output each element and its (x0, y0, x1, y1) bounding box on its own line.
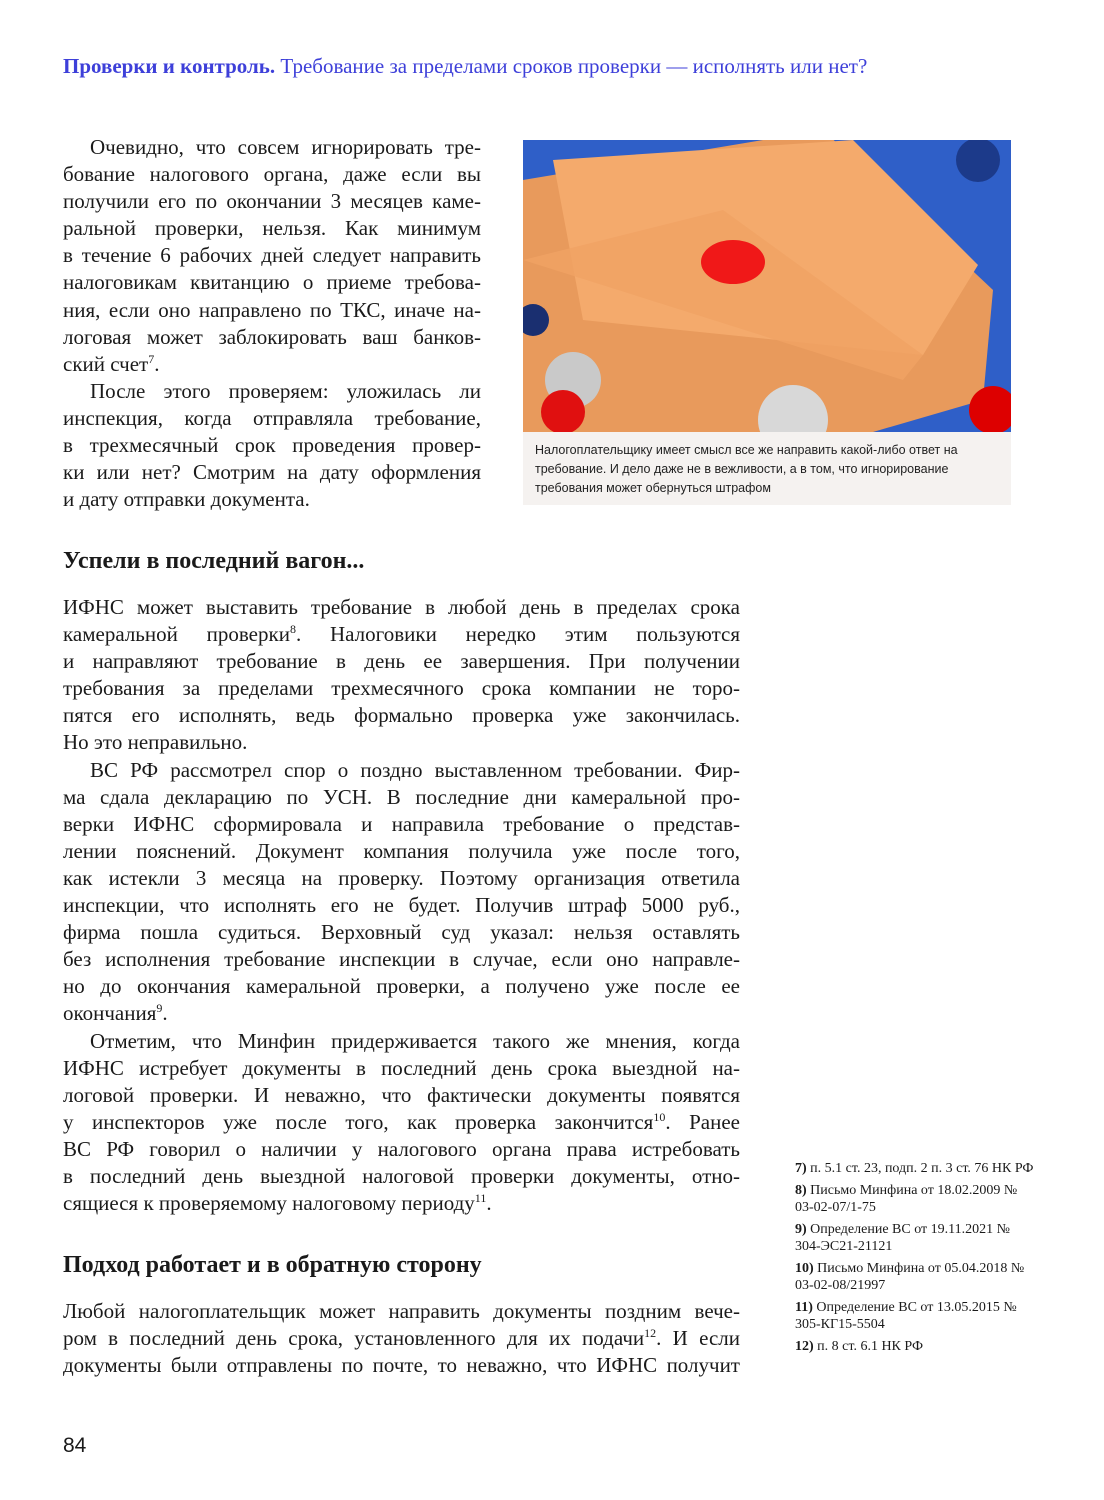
text-line: налоговикам квитанцию о приеме требова- (63, 270, 481, 295)
text-line: инспекция, когда отправляла требование, (63, 405, 481, 430)
text-line: в трехмесячный срок проведения провер- (63, 433, 481, 458)
text-line: сящиеся к проверяемому налоговому периоду$^{11}$. (63, 1191, 492, 1216)
text-line: Очевидно, что совсем игнорировать тре- (90, 135, 481, 159)
section1-body (63, 594, 740, 1217)
text-line: и направляют требование в день ее завершения. При получении (63, 649, 740, 674)
paragraph (63, 757, 740, 1028)
footnotes (795, 1160, 1035, 1359)
text-line: ВС РФ говорил о наличии у налогового органа права истребовать (63, 1136, 740, 1161)
text-line: ВС РФ рассмотрел спор о поздно выставленном требовании. Фир- (90, 757, 740, 782)
paragraph (63, 594, 740, 757)
text-line: Отметим, что Минфин придерживается такого же мнения, когда (90, 1028, 740, 1053)
text-line: логовой проверки. И неважно, что фактически документы появятся (63, 1082, 740, 1107)
footnote: 9) Определение ВС от 19.11.2021 № 304-ЭС21-21121 (795, 1221, 1010, 1254)
photo-caption: Налогоплательщику имеет смысл все же направить какой-либо ответ на требование. И дело даже не в вежливости, а в том, что игнорирование требования может обернуться штрафом (523, 432, 1011, 505)
footnote-ref: 8 (289, 622, 296, 637)
text-line: Но это неправильно. (63, 730, 248, 755)
text-line: фирма пошла судиться. Верховный суд указал: нельзя оставлять (63, 920, 740, 945)
footnote-ref: 10 (653, 1109, 666, 1124)
text-line: верки ИФНС сформировала и направила требование о представ- (63, 811, 740, 836)
text-line: как истекли 3 месяца на проверку. Поэтому организация ответила (63, 865, 740, 890)
text-line: документы были отправлены по почте, то неважно, что ИФНС получит (63, 1353, 740, 1378)
paragraph (63, 1028, 740, 1218)
section2-body (63, 1298, 740, 1379)
text-line: получили его по окончании 3 месяцев каме- (63, 189, 481, 214)
section-heading-1: Успели в последний вагон... (63, 548, 365, 574)
running-header (63, 54, 867, 79)
text-line: камеральной проверки$^8$. Налоговики нередко этим пользуются (63, 622, 740, 647)
text-line: ИФНС истребует документы в последний день срока выездной на- (63, 1055, 740, 1080)
text-line: у инспекторов уже после того, как проверка закончится$^{10}$. Ранее (63, 1109, 740, 1134)
text-line: ма сдала декларацию по УСН. В последние дни камеральной про- (63, 784, 740, 809)
text-line: бование налогового органа, даже если вы (63, 162, 481, 187)
paragraph (63, 134, 481, 378)
footnote-ref: 7 (148, 351, 155, 366)
section-heading-2: Подход работает и в обратную сторону (63, 1252, 482, 1278)
envelope-photo (523, 140, 1011, 432)
text-line: ром в последний день срока, установленного для их подачи$^{12}$. И если (63, 1326, 740, 1351)
text-line: ИФНС может выставить требование в любой день в пределах срока (63, 595, 740, 619)
article-title: Требование за пределами сроков проверки — исполнять или нет? (280, 54, 868, 78)
text-line: ский счет$^7$. (63, 351, 160, 376)
paragraph (63, 1298, 740, 1379)
footnote-ref: 11 (474, 1191, 487, 1206)
text-line: в течение 6 рабочих дней следует направить (63, 243, 481, 268)
footnote: 12) п. 8 ст. 6.1 НК РФ (795, 1338, 923, 1354)
text-line: но до окончания камеральной проверки, а получено уже после ее (63, 974, 740, 999)
text-line: Любой налогоплательщик может направить документы поздним вече- (63, 1299, 740, 1323)
text-line: пятся его исполнять, ведь формально проверка уже закончилась. (63, 703, 740, 728)
text-line: требования за пределами трехмесячного срока компании не торо- (63, 676, 740, 701)
footnote: 8) Письмо Минфина от 18.02.2009 № 03-02-07/1-75 (795, 1182, 1018, 1215)
footnote-ref: 12 (644, 1326, 657, 1341)
intro-column (63, 134, 481, 513)
footnote: 11) Определение ВС от 13.05.2015 № 305-КГ15-5504 (795, 1299, 1017, 1332)
text-line: ки или нет? Смотрим на дату оформления (63, 460, 481, 485)
footnote-ref: 9 (156, 1001, 163, 1016)
footnote: 10) Письмо Минфина от 05.04.2018 № 03-02-08/21997 (795, 1260, 1025, 1293)
text-line: и дату отправки документа. (63, 487, 310, 512)
text-line: окончания$^9$. (63, 1001, 168, 1026)
paragraph (63, 378, 481, 513)
text-line: После этого проверяем: уложилась ли (90, 378, 481, 403)
section-name: Проверки и контроль. (63, 54, 276, 78)
text-line: лении пояснений. Документ компания получила уже после того, (63, 838, 740, 863)
footnote: 7) п. 5.1 ст. 23, подп. 2 п. 3 ст. 76 НК РФ (795, 1161, 1034, 1176)
text-line: ральной проверки, нельзя. Как минимум (63, 216, 481, 241)
text-line: без исполнения требование инспекции в случае, если оно направле- (63, 947, 740, 972)
page-number: 84 (63, 1434, 87, 1457)
text-line: в последний день выездной налоговой проверки документы, отно- (63, 1163, 740, 1188)
text-line: ния, если оно направлено по ТКС, иначе на- (63, 297, 481, 322)
text-line: инспекции, что исполнять его не будет. Получив штраф 5000 руб., (63, 893, 740, 918)
text-line: логовая может заблокировать ваш банков- (63, 324, 481, 349)
